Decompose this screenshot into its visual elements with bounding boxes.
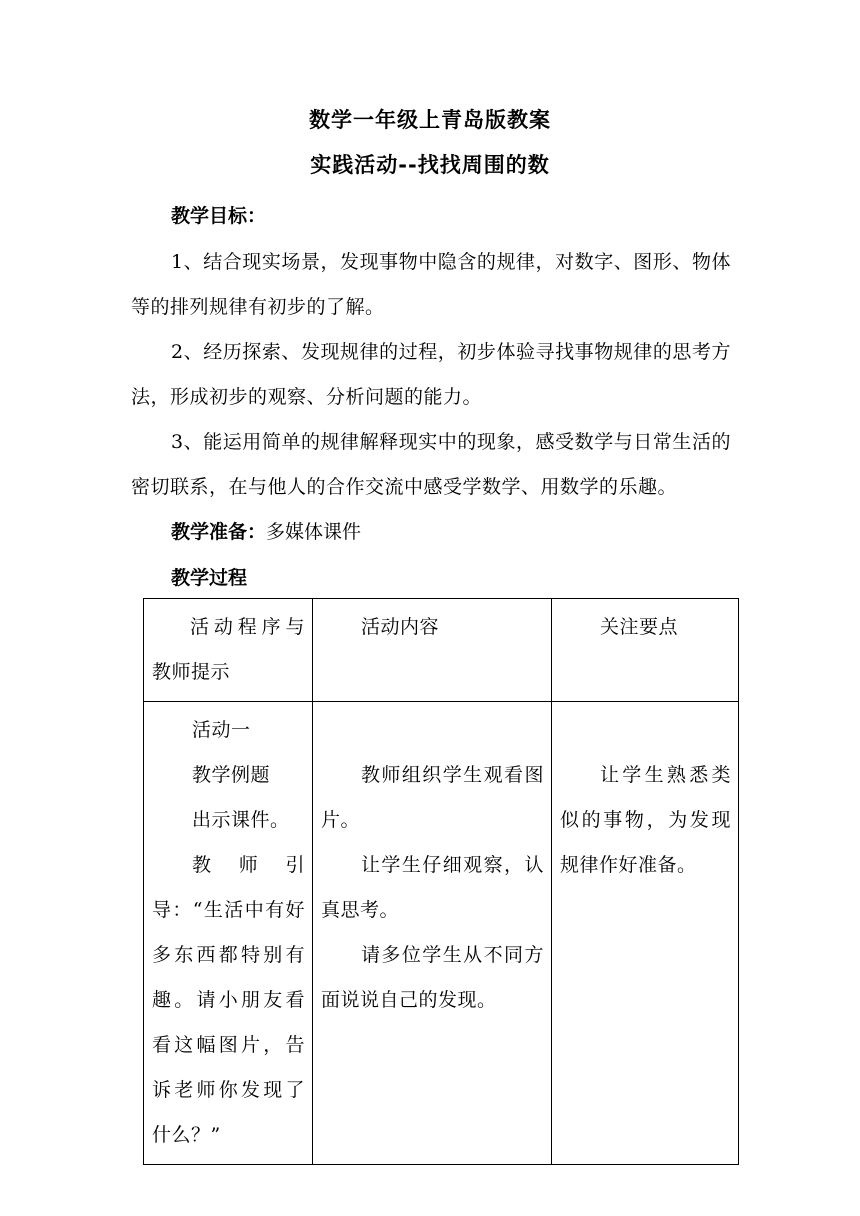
header-content-text: 活动内容 <box>361 616 440 638</box>
row1-procedure-cell <box>144 702 313 1165</box>
document-subtitle: 实践活动--找找周围的数 <box>310 153 550 177</box>
procedure-line-4: 教师引导：“生活中有好多东西都特别有趣。请小朋友看看这幅图片，告诉老师你发现了什么？” <box>152 854 305 1146</box>
header-cell-content <box>313 599 552 702</box>
content-line-1: 教师组织学生观看图片。 <box>321 764 544 831</box>
prep-label: 教学准备： <box>171 521 267 543</box>
procedure-line-3: 出示课件。 <box>192 809 290 831</box>
content-line-2: 让学生仔细观察，认真思考。 <box>321 854 544 921</box>
prep-value: 多媒体课件 <box>266 521 362 543</box>
prep-line <box>171 517 361 547</box>
table-row <box>144 702 739 1165</box>
content-line-3: 请多位学生从不同方面说说自己的发现。 <box>321 944 544 1011</box>
row1-procedure-text <box>144 702 312 1164</box>
header-focus-text: 关注要点 <box>600 616 679 638</box>
row1-focus-text <box>552 702 738 894</box>
goal-item-2: 2、经历探索、发现规律的过程，初步体验寻找事物规律的思考方法，形成初步的观察、分析问题的能力。 <box>131 341 731 408</box>
goal-item-3: 3、能运用简单的规律解释现实中的现象，感受数学与日常生活的密切联系，在与他人的合作交流中感受学数学、用数学的乐趣。 <box>131 431 731 498</box>
header-cell-procedure <box>144 599 313 702</box>
focus-line-1: 让学生熟悉类似的事物，为发现规律作好准备。 <box>560 764 731 876</box>
lesson-table <box>143 598 739 1165</box>
table-header-row <box>144 599 739 702</box>
procedure-line-1: 活动一 <box>192 719 251 741</box>
row1-content-text <box>313 702 551 1029</box>
row1-focus-cell <box>552 702 739 1165</box>
goal-item-1: 1、结合现实场景，发现事物中隐含的规律，对数字、图形、物体等的排列规律有初步的了解。 <box>131 251 731 318</box>
row1-content-cell <box>313 702 552 1165</box>
document-title: 数学一年级上青岛版教案 <box>309 108 551 132</box>
header-procedure-text: 活动程序与教师提示 <box>152 616 305 683</box>
header-cell-focus <box>552 599 739 702</box>
goals-heading: 教学目标： <box>171 205 267 227</box>
procedure-line-2: 教学例题 <box>192 764 271 786</box>
process-heading: 教学过程 <box>171 567 248 589</box>
